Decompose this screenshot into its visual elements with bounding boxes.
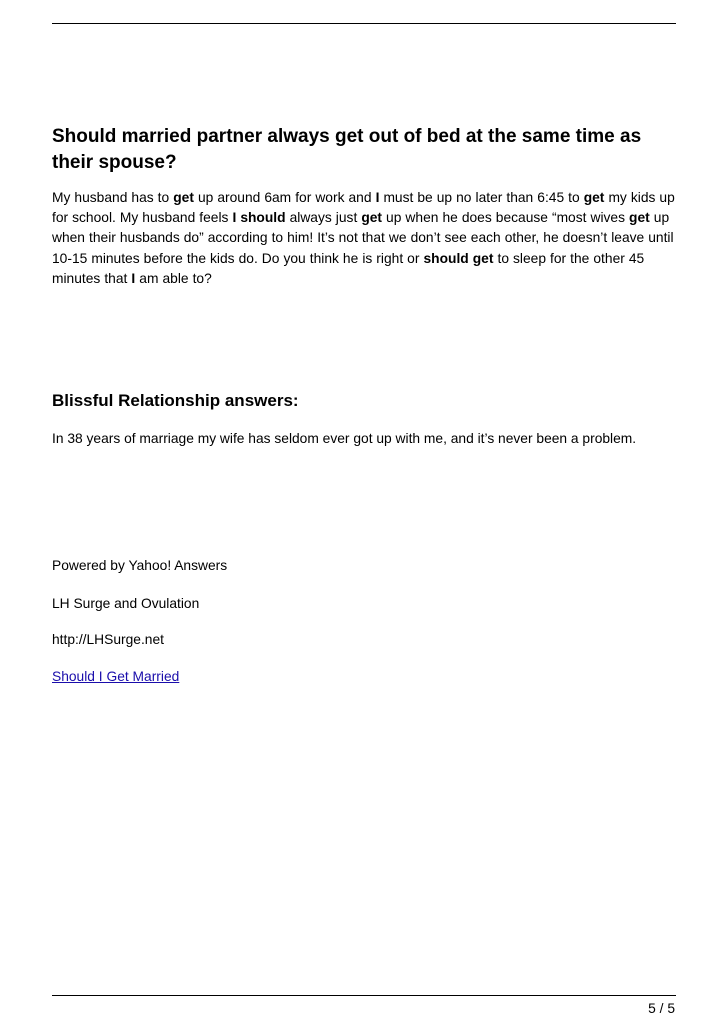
bottom-divider <box>52 995 676 996</box>
question-text-segment: always just <box>285 210 362 226</box>
bold-term: should get <box>423 250 494 266</box>
bold-term: get <box>629 210 650 226</box>
bold-term: I <box>131 270 136 286</box>
question-section <box>52 124 676 289</box>
site-name: LH Surge and Ovulation <box>52 596 200 611</box>
question-text-segment: My husband has to <box>52 190 174 205</box>
should-i-get-married-link[interactable]: Should I Get Married <box>52 669 180 684</box>
bold-term: get <box>361 210 383 226</box>
question-text-segment: must be up no later than 6:45 to <box>379 190 584 205</box>
question-text-segment: up around 6am for work and <box>193 190 376 205</box>
question-text-segment: up when their husbands do” according to him! It’s not that we don’t see each other, he doesn’t leave until 10-15 minutes before the kids do. Do you think he is right or <box>52 210 674 266</box>
question-text-segment: am able to? <box>135 270 212 286</box>
bold-term: I <box>375 190 380 205</box>
powered-by-text: Powered by Yahoo! Answers <box>52 558 228 573</box>
site-url: http://LHSurge.net <box>52 632 164 647</box>
answer-heading: Blissful Relationship answers: <box>52 391 299 410</box>
question-text-segment: my kids up for school. My husband feels <box>52 190 675 226</box>
question-body <box>52 188 676 289</box>
page-number: 5 / 5 <box>648 1001 675 1016</box>
question-text-segment: up when he does because “most wives <box>382 210 630 226</box>
page-title: Should married partner always get out of bed at the same time as their spouse? <box>52 126 642 173</box>
top-divider <box>52 23 676 24</box>
answer-text: In 38 years of marriage my wife has seldom ever got up with me, and it’s never been a problem. <box>52 431 637 446</box>
bold-term: I should <box>232 210 286 226</box>
bold-term: get <box>583 190 605 205</box>
question-text-segment: to sleep for the other 45 minutes that <box>52 250 645 286</box>
bold-term: get <box>173 190 194 205</box>
